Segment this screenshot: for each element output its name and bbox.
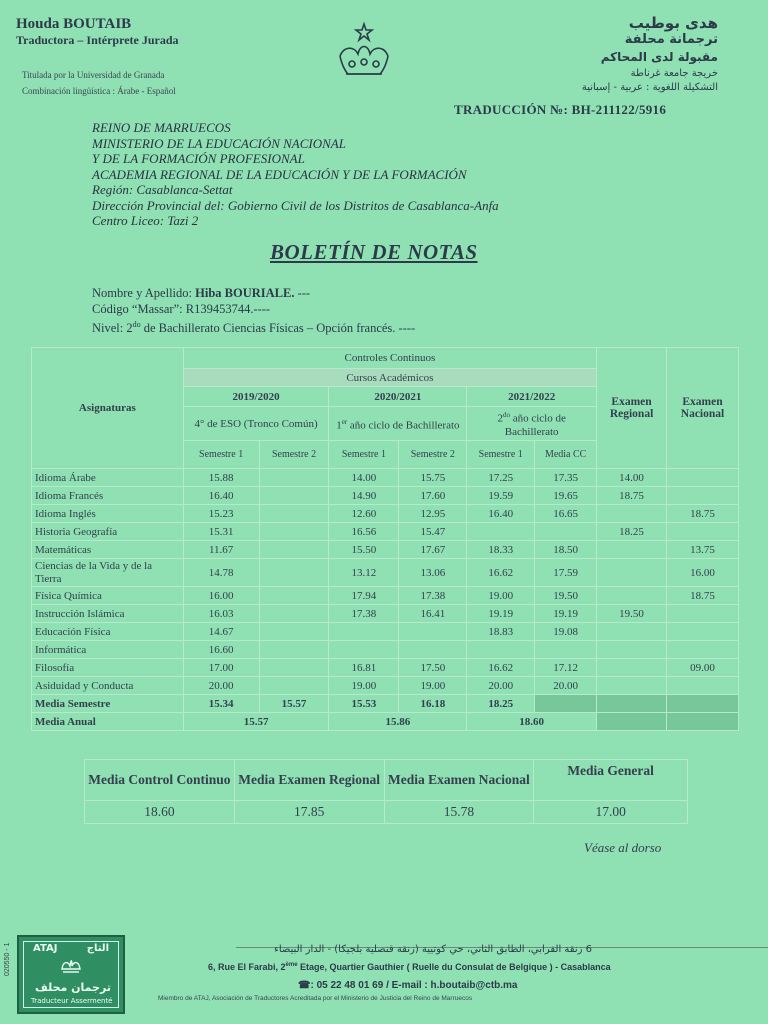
summary-header: Media Examen Regional — [234, 760, 384, 801]
subject-cell: Física Química — [32, 587, 184, 605]
ataj-seal — [17, 935, 125, 1014]
grade-cell: 12.60 — [329, 505, 399, 523]
year-header: 2021/2022 — [467, 387, 597, 407]
grade-cell: 17.38 — [399, 587, 467, 605]
name-label: Nombre y Apellido: — [92, 286, 192, 300]
grade-cell: 18.75 — [597, 487, 667, 505]
grade-cell: 20.00 — [183, 677, 259, 695]
grade-cell — [259, 541, 329, 559]
subject-cell: Educación Física — [32, 623, 184, 641]
grade-cell — [597, 541, 667, 559]
grade-cell: 16.40 — [467, 505, 535, 523]
table-row — [32, 659, 739, 677]
grade-cell — [467, 641, 535, 659]
grade-cell — [597, 587, 667, 605]
grade-cell — [259, 641, 329, 659]
grade-cell: 16.62 — [467, 559, 535, 587]
grade-cell — [329, 641, 399, 659]
grade-cell — [667, 523, 739, 541]
grade-cell: 14.90 — [329, 487, 399, 505]
grade-cell: 18.33 — [467, 541, 535, 559]
grade-cell — [667, 641, 739, 659]
controles-header: Controles Continuos — [183, 348, 596, 369]
grade-cell: 19.59 — [467, 487, 535, 505]
grade-cell — [259, 505, 329, 523]
table-row — [32, 559, 739, 587]
media-semestre-value: 15.53 — [329, 695, 399, 713]
grade-cell — [667, 487, 739, 505]
level-post: de Bachillerato Ciencias Físicas – Opción francés. ---- — [140, 321, 416, 336]
summary-value: 17.00 — [534, 801, 688, 824]
grade-cell: 15.88 — [183, 469, 259, 487]
grade-cell: 11.67 — [183, 541, 259, 559]
grade-cell — [259, 623, 329, 641]
combinacion-line: Combinación lingüística : Árabe - Español — [22, 86, 176, 96]
grade-cell: 18.25 — [597, 523, 667, 541]
media-cc-header: Media CC — [535, 441, 597, 469]
grade-cell — [597, 505, 667, 523]
footer-member-note: Miembro de ATAJ, Asociación de Traductores Acreditada por el Ministerio de Justicia del Reino de Marruecos — [158, 995, 473, 1002]
grade-cell: 15.23 — [183, 505, 259, 523]
cursos-header: Cursos Académicos — [183, 369, 596, 387]
student-code: Código “Massar”: R139453744.---- — [92, 302, 271, 316]
summary-value: 17.85 — [234, 801, 384, 824]
grade-cell: 19.65 — [535, 487, 597, 505]
grade-cell: 17.12 — [535, 659, 597, 677]
name-tail: --- — [294, 286, 311, 300]
seal-crown-icon — [59, 953, 83, 975]
semester-header: Semestre 2 — [399, 441, 467, 469]
grade-cell — [667, 623, 739, 641]
grade-cell: 18.75 — [667, 505, 739, 523]
grade-cell: 19.00 — [467, 587, 535, 605]
grade-cell — [399, 623, 467, 641]
grade-cell: 19.00 — [329, 677, 399, 695]
summary-header: Media Examen Nacional — [384, 760, 534, 801]
grade-cell: 16.56 — [329, 523, 399, 541]
subject-cell: Asiduidad y Conducta — [32, 677, 184, 695]
grade-cell: 17.67 — [399, 541, 467, 559]
summary-value: 15.78 — [384, 801, 534, 824]
asignaturas-header: Asignaturas — [32, 348, 184, 469]
footer-contact: ☎: 05 22 48 01 69 / E-mail : h.boutaib@ctb.ma — [298, 980, 518, 991]
grade-cell — [259, 659, 329, 677]
student-level — [92, 317, 415, 336]
grade-cell: 16.81 — [329, 659, 399, 677]
level-header: 4° de ESO (Tronco Común) — [183, 407, 329, 441]
table-row — [32, 469, 739, 487]
grade-cell: 14.67 — [183, 623, 259, 641]
grade-cell: 15.47 — [399, 523, 467, 541]
footer-arabic-address: 6 زنقة الفرابي، الطابق الثاني، حي كوتيية (زنقة قنصلية بلجيكا) - الدار البيضاء — [274, 944, 592, 955]
grade-cell: 15.50 — [329, 541, 399, 559]
grade-cell: 13.12 — [329, 559, 399, 587]
grade-cell — [467, 523, 535, 541]
grade-cell: 16.62 — [467, 659, 535, 677]
grade-cell: 16.40 — [183, 487, 259, 505]
royal-crown-icon — [332, 20, 396, 82]
titulada-line: Titulada por la Universidad de Granada — [22, 70, 165, 80]
grade-cell: 17.59 — [535, 559, 597, 587]
grade-cell — [597, 623, 667, 641]
institution-line: MINISTERIO DE LA EDUCACIÓN NACIONAL — [92, 135, 346, 151]
grade-cell — [597, 677, 667, 695]
grade-cell — [259, 469, 329, 487]
shaded-cell — [667, 695, 739, 713]
grade-cell: 18.83 — [467, 623, 535, 641]
grade-cell — [667, 677, 739, 695]
examen-nacional-header: Examen Nacional — [667, 348, 739, 469]
grade-cell: 16.41 — [399, 605, 467, 623]
year-header: 2019/2020 — [183, 387, 329, 407]
grade-cell: 18.50 — [535, 541, 597, 559]
table-row — [32, 587, 739, 605]
grade-cell: 14.00 — [329, 469, 399, 487]
subject-cell: Historia Geografía — [32, 523, 184, 541]
institution-line: Dirección Provincial del: Gobierno Civil de los Distritos de Casablanca-Anfa — [92, 197, 499, 213]
level-header: $2^{do}$ año ciclo de Bachillerato — [467, 407, 597, 441]
summary-header: Media Control Continuo — [85, 760, 235, 801]
grade-cell — [259, 587, 329, 605]
grade-cell — [667, 605, 739, 623]
summary-table — [84, 759, 688, 824]
grade-cell: 13.75 — [667, 541, 739, 559]
institution-block — [92, 120, 499, 229]
grade-cell: 17.50 — [399, 659, 467, 677]
grade-cell — [399, 641, 467, 659]
grade-cell — [597, 641, 667, 659]
grade-cell: 17.25 — [467, 469, 535, 487]
translation-number: TRADUCCIÓN №: BH-211122/5916 — [454, 102, 667, 117]
shaded-cell — [535, 695, 597, 713]
grade-cell: 19.08 — [535, 623, 597, 641]
subject-cell: Informática — [32, 641, 184, 659]
arabic-role: ترجمانة محلفة — [624, 32, 718, 47]
grade-cell: 19.19 — [535, 605, 597, 623]
media-semestre-value: 16.18 — [399, 695, 467, 713]
grade-cell — [535, 523, 597, 541]
subject-cell: Idioma Árabe — [32, 469, 184, 487]
semester-header: Semestre 2 — [259, 441, 329, 469]
grade-cell: 16.60 — [183, 641, 259, 659]
table-row — [32, 523, 739, 541]
vease-al-dorso: Véase al dorso — [584, 840, 662, 855]
year-header: 2020/2021 — [329, 387, 467, 407]
grade-cell: 19.00 — [399, 677, 467, 695]
arabic-name: هدى بوطيب — [628, 14, 718, 32]
grade-cell — [535, 641, 597, 659]
seal-top-text: ATAJ — [33, 943, 58, 954]
grade-cell: 20.00 — [535, 677, 597, 695]
seal-bottom-text: Traducteur Assermenté — [31, 997, 113, 1005]
translator-name: Houda BOUTAIB — [16, 16, 132, 32]
arabic-graduate: خريجة جامعة غرناطة — [630, 68, 718, 79]
grade-cell: 20.00 — [467, 677, 535, 695]
level-pre: Nivel: 2 — [92, 321, 133, 336]
summary-value: 18.60 — [85, 801, 235, 824]
level-sup: do — [132, 320, 141, 329]
subject-cell: Instrucción Islámica — [32, 605, 184, 623]
table-row — [32, 641, 739, 659]
document-title: BOLETÍN DE NOTAS — [270, 240, 478, 264]
level-header: 1er año ciclo de Bachillerato — [329, 407, 467, 441]
institution-line: Centro Liceo: Tazi 2 — [92, 213, 199, 228]
student-name-line — [92, 285, 415, 301]
media-anual-label: Media Anual — [32, 713, 184, 731]
subject-cell: Idioma Inglés — [32, 505, 184, 523]
table-row — [32, 541, 739, 559]
institution-line: ACADEMIA REGIONAL DE LA EDUCACIÓN Y DE LA FORMACIÓN — [92, 166, 467, 182]
shaded-cell — [597, 695, 667, 713]
seal-arabic-bottom: ترجمان محلف — [35, 981, 111, 994]
grade-cell — [667, 469, 739, 487]
table-row — [32, 487, 739, 505]
subject-cell: Ciencias de la Vida y de la Tierra — [32, 559, 184, 587]
grade-cell: 19.19 — [467, 605, 535, 623]
table-row — [32, 605, 739, 623]
media-semestre-value: 15.34 — [183, 695, 259, 713]
media-anual-value: 15.86 — [329, 713, 467, 731]
semester-header: Semestre 1 — [329, 441, 399, 469]
grade-cell: 14.78 — [183, 559, 259, 587]
grade-cell — [259, 677, 329, 695]
semester-header: Semestre 1 — [467, 441, 535, 469]
side-code: 020550 - 1 — [4, 942, 11, 976]
grade-cell — [259, 487, 329, 505]
grade-cell: 17.00 — [183, 659, 259, 677]
grade-cell: 16.00 — [667, 559, 739, 587]
grade-cell — [259, 559, 329, 587]
grade-cell: 15.75 — [399, 469, 467, 487]
institution-line: Y DE LA FORMACIÓN PROFESIONAL — [92, 151, 305, 166]
grade-cell — [597, 659, 667, 677]
media-anual-value: 15.57 — [183, 713, 329, 731]
grade-cell — [259, 605, 329, 623]
grade-cell: 16.65 — [535, 505, 597, 523]
media-semestre-value: 15.57 — [259, 695, 329, 713]
arabic-languages: التشكيلة اللغوية : عربية - إسبانية — [581, 82, 718, 93]
grade-cell — [597, 559, 667, 587]
grade-cell: 17.60 — [399, 487, 467, 505]
grade-cell: 17.35 — [535, 469, 597, 487]
subject-cell: Filosofía — [32, 659, 184, 677]
institution-line: REINO DE MARRUECOS — [92, 120, 231, 135]
grade-cell: 18.75 — [667, 587, 739, 605]
translator-role: Traductora – Intérprete Jurada — [16, 33, 179, 47]
student-name: Hiba BOURIALE. — [195, 286, 295, 300]
summary-header: Media General — [534, 760, 688, 801]
semester-header: Semestre 1 — [183, 441, 259, 469]
media-anual-value: 18.60 — [467, 713, 597, 731]
shaded-cell — [597, 713, 667, 731]
grade-cell: 19.50 — [535, 587, 597, 605]
table-row — [32, 623, 739, 641]
student-info — [92, 285, 415, 336]
media-semestre-value: 18.25 — [467, 695, 535, 713]
grade-cell — [329, 623, 399, 641]
grade-cell: 16.03 — [183, 605, 259, 623]
grade-cell: 09.00 — [667, 659, 739, 677]
grade-cell: 17.94 — [329, 587, 399, 605]
footer-address: 6, Rue El Farabi, 2ème Etage, Quartier Gauthier ( Ruelle du Consulat de Belgique ) - Casablanca — [208, 962, 611, 972]
institution-line: Región: Casablanca-Settat — [92, 182, 233, 197]
grade-cell — [259, 523, 329, 541]
grade-cell: 14.00 — [597, 469, 667, 487]
grade-cell: 15.31 — [183, 523, 259, 541]
subject-cell: Matemáticas — [32, 541, 184, 559]
table-row — [32, 677, 739, 695]
arabic-courts: مقبولة لدى المحاكم — [600, 50, 718, 64]
grade-cell: 12.95 — [399, 505, 467, 523]
media-semestre-label: Media Semestre — [32, 695, 184, 713]
grade-cell: 16.00 — [183, 587, 259, 605]
examen-regional-header: Examen Regional — [597, 348, 667, 469]
seal-arabic-top: التاج — [86, 943, 109, 954]
grade-cell: 19.50 — [597, 605, 667, 623]
subject-cell: Idioma Francés — [32, 487, 184, 505]
grades-table — [31, 347, 739, 731]
shaded-cell — [667, 713, 739, 731]
table-row — [32, 505, 739, 523]
grade-cell: 17.38 — [329, 605, 399, 623]
grade-cell: 13.06 — [399, 559, 467, 587]
